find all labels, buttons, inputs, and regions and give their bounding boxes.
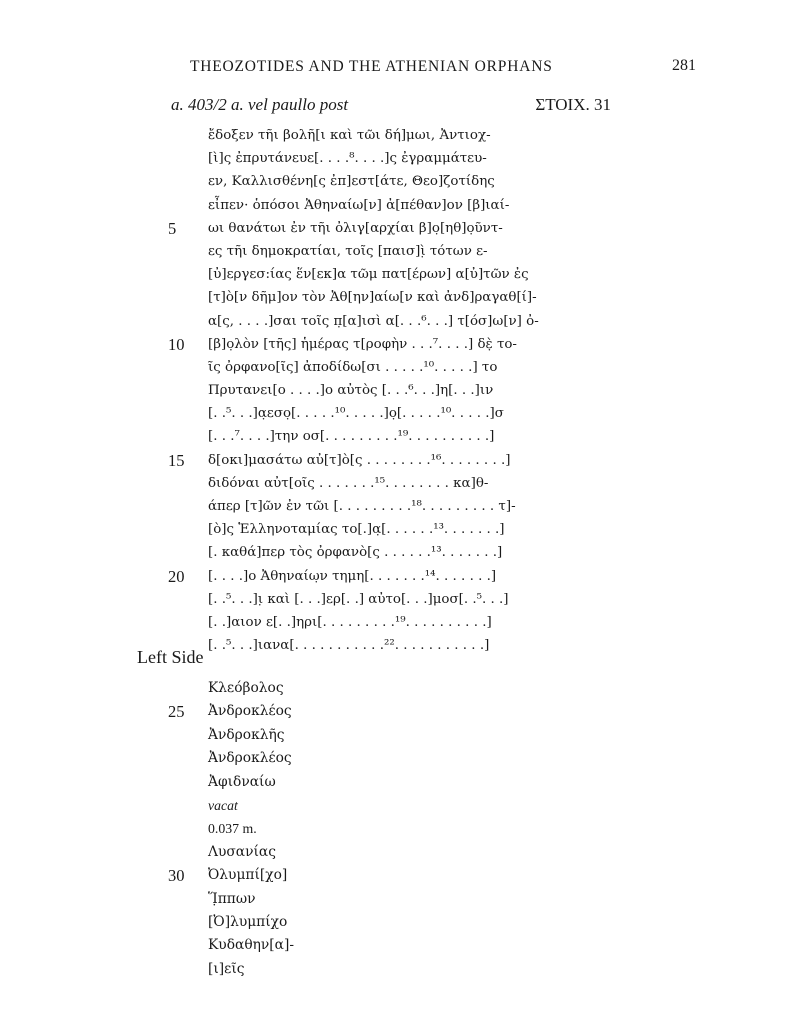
line-text: [. .⁵. . .]ι̣ καὶ [. . .]ερ[. .] αὐτο[. . .]μοσ[. .⁵. . .] (208, 591, 509, 607)
line-number: 10 (168, 334, 185, 354)
line-text: ἔδοξεν τῆι βολῆ[ι καὶ τῶι δή]μωι, Ἀντιοχ- (208, 128, 491, 143)
line-text: Λυσανίας (208, 843, 276, 860)
line-text: Ὀλυμπί[χο] (208, 867, 288, 884)
line-text: 0.037 m. (208, 821, 257, 837)
line-text: Ἵ̣ππων (208, 890, 256, 907)
line-number: 15 (168, 450, 185, 470)
line-text: Κλεόβολος (208, 680, 284, 696)
text-line (0, 700, 794, 723)
line-text: διδόναι αὐτ[οῖς . . . . . . .¹⁵. . . . . . . . κα]θ- (208, 475, 489, 491)
line-text: ες τῆι δημοκρατίαι, τοῖς [παισ]ὶ̣ τότων ε- (208, 243, 488, 259)
line-text: άπερ [τ]ῶν ἐν τῶι [. . . . . . . . .¹⁸. . . . . . . . . τ]- (208, 499, 516, 514)
text-line (0, 541, 794, 564)
text-line (0, 677, 794, 700)
running-title: THEOZOTIDES AND THE ATHENIAN ORPHANS (190, 58, 553, 75)
line-text: εἶπεν· ὁπόσοι Ἀθηναίω[ν] ἀ[πέθαν]ον [β]ιαί- (208, 197, 510, 213)
page-number: 281 (672, 57, 696, 74)
running-head (0, 58, 794, 78)
line-text: [ι]εῖς (208, 960, 245, 977)
text-line (0, 565, 794, 588)
text-line (0, 286, 794, 309)
text-line (0, 263, 794, 286)
text-line (0, 495, 794, 518)
text-line (0, 356, 794, 379)
text-line (0, 771, 794, 794)
line-text: [. .⁵. . .]α̣εσο̣[. . . . .¹⁰. . . . .]ο̣[. . . . .¹⁰. . . . .]σ (208, 406, 504, 422)
text-line (0, 958, 794, 981)
text-line (0, 841, 794, 864)
text-line (0, 147, 794, 170)
line-text: [β]ο̣λὸν [τῆς] ἡμέρας τ[ροφὴν . . .⁷. . . .] δὲ̣ το- (208, 336, 517, 352)
line-text: Ἀνδροκλέος (208, 750, 292, 767)
inscription-date: a. 403/2 a. vel paullo post (171, 95, 349, 114)
line-text: Κυδαθην[α]- (208, 937, 295, 954)
line-text: vacat (208, 797, 238, 813)
line-number: 25 (168, 702, 185, 722)
text-line (0, 864, 794, 887)
line-number: 30 (168, 866, 185, 886)
line-text: Ἀφιδναίω (208, 773, 276, 790)
text-line (0, 472, 794, 495)
inscription-text (0, 124, 794, 657)
text-line (0, 194, 794, 217)
line-text: εν, Καλλισθένη[ς ἐπ]εστ[άτε, Θεο]ζοτίδης (208, 174, 495, 190)
text-line (0, 747, 794, 770)
line-text: [ὸ]ς Ἑλληνοταμίας το[.]α̣[. . . . . .¹³. . . . . . .] (208, 522, 505, 538)
line-text: [. .⁵. . .]ιανα[. . . . . . . . . . .²². . . . . . . . . . .] (208, 638, 490, 654)
text-line (0, 518, 794, 541)
line-text: Πρυτανει[ο . . . .]ο αὐτὸς [. . .⁶. . .]η[. . .]ιν (208, 383, 494, 399)
line-text: [. . . .]ο Ἀθηναίω̣ν τημη[. . . . . . .¹⁴. . . . . . .] (208, 568, 497, 584)
line-text: δ[οκι]μασάτω αὐ[τ]ὸ[ς . . . . . . . .¹⁶. . . . . . . .] (208, 452, 511, 468)
line-text: [. . .⁷. . . .]την οσ[. . . . . . . . .¹⁹. . . . . . . . . .] (208, 429, 495, 445)
text-line (0, 634, 794, 657)
text-line (0, 124, 794, 147)
text-line (0, 240, 794, 263)
left-side-heading: Left Side (137, 647, 204, 667)
text-line (0, 724, 794, 747)
text-line (0, 217, 794, 240)
text-line (0, 425, 794, 448)
stoichedon-label: ΣΤΟΙΧ. 31 (535, 95, 611, 114)
text-line (0, 379, 794, 402)
text-line (0, 588, 794, 611)
text-line (0, 402, 794, 425)
line-text: Ἀνδροκλῆς (208, 726, 285, 743)
line-text: [Ὀ]λυμπίχο (208, 913, 288, 930)
text-line (0, 817, 794, 840)
line-number: 5 (168, 218, 177, 238)
text-line (0, 934, 794, 957)
text-line (0, 888, 794, 911)
text-line (0, 794, 794, 817)
line-text: [. καθά]περ τὸς ὀρφανὸ[ς . . . . . .¹³. . . . . . .] (208, 545, 503, 561)
line-text: [ὶ]ς ἐπρυτάνευε[. . . .⁸. . . .]ς ἐγραμμάτευ- (208, 151, 487, 167)
line-text: [ὐ]εργεσ:ίας ἕν[εκ]α τῶμ πατ[έρων] α[ὐ]τῶν ἐς (208, 267, 529, 283)
line-text: ωι θανάτωι ἐν τῆι ὀλιγ[αρχίαι β]ο̣[ηθ]ο̣ῦντ- (208, 220, 503, 236)
text-line (0, 333, 794, 356)
line-text: Ἀνδροκλέος (208, 703, 292, 720)
line-number: 20 (168, 566, 185, 586)
line-text: [. .]αιον ε[. .]ηρι[. . . . . . . . .¹⁹. . . . . . . . . .] (208, 614, 492, 630)
text-line (0, 911, 794, 934)
left-side-text (0, 677, 794, 981)
text-line (0, 170, 794, 193)
line-text: [τ]ὸ[ν δῆμ]ον τὸν Ἀθ[ην]αίω[ν καὶ ἀνδ]ραγαθ[ί]- (208, 290, 537, 306)
text-line (0, 449, 794, 472)
text-line (0, 611, 794, 634)
text-line (0, 310, 794, 333)
line-text: α[ς, . . . .]σαι τοῖς π̣[α]ισὶ α[. . .⁶. . .] τ[όσ]ω[ν] ὀ- (208, 313, 539, 329)
line-text: ῖς ὀρφανο[ῖς] ἀποδίδω[σι . . . . .¹⁰. . . . .] το (208, 359, 498, 375)
